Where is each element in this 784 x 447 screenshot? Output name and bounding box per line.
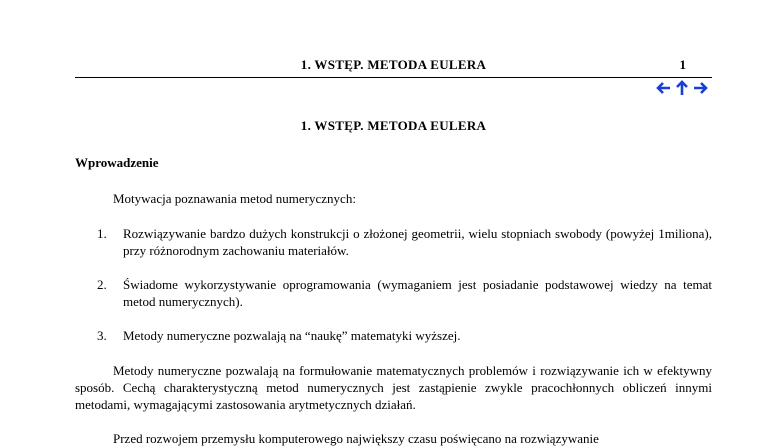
arrow-left-icon[interactable] xyxy=(655,79,673,97)
page-number: 1 xyxy=(679,57,686,72)
body-paragraph-cut: Przed rozwojem przemysłu komputerowego największy czasu poświęcano na rozwiązywanie xyxy=(113,431,599,446)
arrow-right-icon[interactable] xyxy=(691,79,709,97)
arrow-up-icon[interactable] xyxy=(673,79,691,97)
list-item xyxy=(97,327,712,344)
header-title: 1. WSTĘP. METODA EULERA xyxy=(300,57,487,72)
list-item-text: Rozwiązywanie bardzo dużych konstrukcji o złożonej geometrii, wielu stopniach swobody (powyżej 1miliona), przy różnorodnym zachowaniu materiałów. xyxy=(123,226,712,258)
body-paragraph: Metody numeryczne pozwalają na formułowanie matematycznych problemów i rozwiązywanie ich w efektywny sposób. Cechą charakterystyczną metod numerycznych jest zastąpienie zwykle pracochłonnych obliczeń innymi metodami, wymagającymi zastosowania arytmetycznych działań. xyxy=(75,363,712,412)
list-item-text: Metody numeryczne pozwalają na “naukę” matematyki wyższej. xyxy=(123,328,461,343)
list-item-text: Świadome wykorzystywanie oprogramowania (wymaganiem jest posiadanie podstawowej wiedzy na temat metod numerycznych). xyxy=(123,277,712,309)
list-item-number: 2. xyxy=(97,277,107,292)
list-item xyxy=(97,225,712,259)
intro-paragraph: Motywacja poznawania metod numerycznych: xyxy=(113,191,356,206)
subheading: Wprowadzenie xyxy=(75,155,159,170)
list-item-number: 3. xyxy=(97,328,107,343)
list-item xyxy=(97,276,712,310)
list-item-number: 1. xyxy=(97,226,107,241)
page-header xyxy=(75,55,712,78)
navigation-arrows xyxy=(655,79,709,97)
section-title: 1. WSTĘP. METODA EULERA xyxy=(300,118,487,133)
